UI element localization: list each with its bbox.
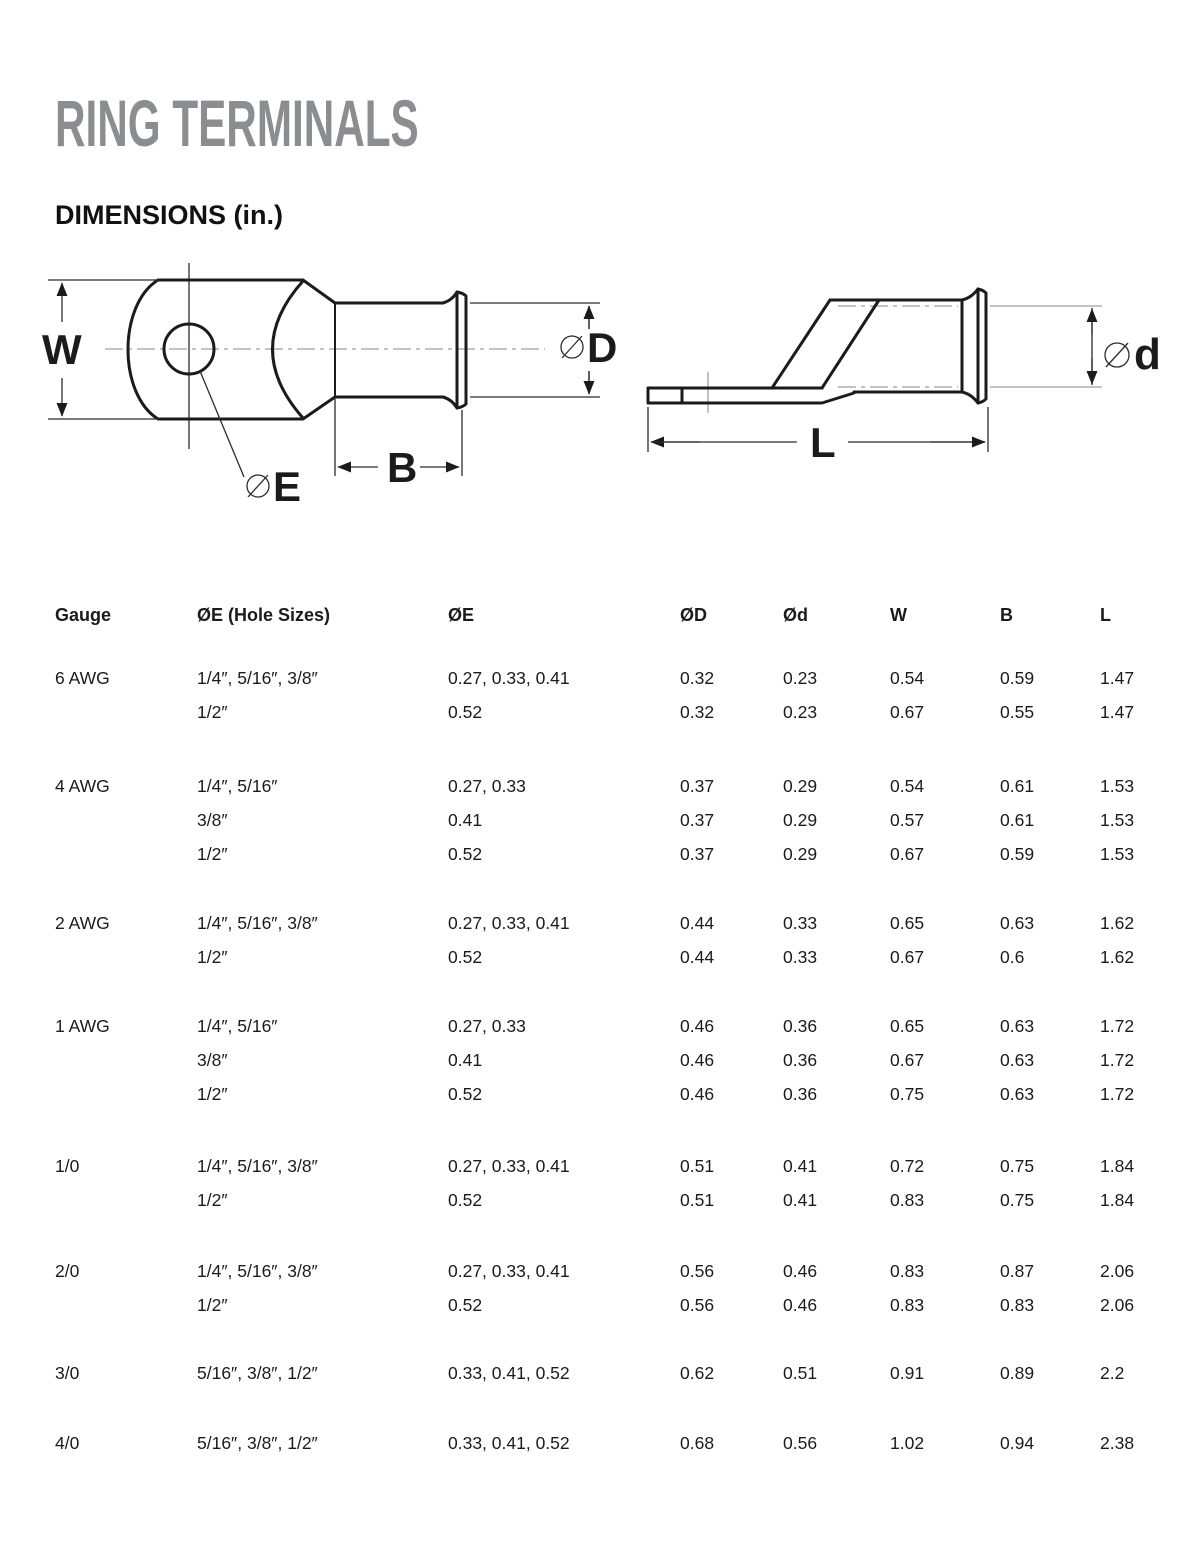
cell-gauge xyxy=(55,940,197,974)
cell-b: 0.55 xyxy=(1000,702,1035,722)
table-row xyxy=(55,695,1200,729)
cell-od-small: 0.51 xyxy=(783,1363,818,1383)
table-row xyxy=(55,837,1200,871)
flare-curves xyxy=(962,289,978,403)
cell-od: 0.44 xyxy=(680,947,715,967)
table-group-6awg xyxy=(55,661,1200,729)
od-extension-lines xyxy=(470,303,600,397)
cell-od: 0.44 xyxy=(680,913,715,933)
cell-gauge xyxy=(55,1288,197,1322)
cell-oe: 0.52 xyxy=(448,947,483,967)
cell-w: 0.54 xyxy=(890,668,925,688)
cell-l: 2.2 xyxy=(1100,1363,1125,1383)
cell-oe: 0.41 xyxy=(448,810,483,830)
cell-gauge: 6 AWG xyxy=(55,668,110,688)
page-title: RING TERMINALS xyxy=(55,86,419,160)
top-view-drawing xyxy=(42,263,617,510)
cell-oe: 0.52 xyxy=(448,702,483,722)
cell-b: 0.63 xyxy=(1000,1050,1035,1070)
cell-od: 0.62 xyxy=(680,1363,715,1383)
col-header-od: ØD xyxy=(680,605,707,625)
cell-hole-sizes: 1/2″ xyxy=(197,1084,228,1104)
cell-gauge xyxy=(55,803,197,837)
cell-od-small: 0.29 xyxy=(783,844,818,864)
od-dimension-label: D xyxy=(587,324,618,371)
cell-l: 2.06 xyxy=(1100,1261,1135,1281)
cell-l: 1.84 xyxy=(1100,1190,1135,1210)
cell-hole-sizes: 1/2″ xyxy=(197,702,228,722)
cell-od-small: 0.29 xyxy=(783,776,818,796)
col-header-l: L xyxy=(1100,605,1111,625)
cell-b: 0.59 xyxy=(1000,668,1035,688)
flare-lip xyxy=(457,292,466,408)
cell-od-small: 0.33 xyxy=(783,947,818,967)
cell-oe: 0.27, 0.33 xyxy=(448,1016,526,1036)
cell-od: 0.51 xyxy=(680,1156,715,1176)
cell-oe: 0.33, 0.41, 0.52 xyxy=(448,1433,570,1453)
cell-w: 0.57 xyxy=(890,810,925,830)
cell-l: 1.47 xyxy=(1100,668,1135,688)
cell-oe: 0.27, 0.33, 0.41 xyxy=(448,1156,570,1176)
table-group-3-0 xyxy=(55,1356,1200,1390)
cell-l: 2.06 xyxy=(1100,1295,1135,1315)
cell-hole-sizes: 1/4″, 5/16″ xyxy=(197,776,278,796)
cell-l: 1.62 xyxy=(1100,913,1135,933)
cell-od: 0.32 xyxy=(680,702,715,722)
table-row xyxy=(55,1183,1200,1217)
cell-l: 1.72 xyxy=(1100,1084,1135,1104)
cell-w: 0.83 xyxy=(890,1261,925,1281)
table-group-2awg xyxy=(55,906,1200,974)
cell-b: 0.63 xyxy=(1000,1016,1035,1036)
cell-od: 0.37 xyxy=(680,810,715,830)
cell-oe: 0.52 xyxy=(448,1295,483,1315)
cell-w: 0.75 xyxy=(890,1084,925,1104)
cell-oe: 0.27, 0.33, 0.41 xyxy=(448,913,570,933)
cell-l: 1.53 xyxy=(1100,844,1135,864)
cell-gauge: 1 AWG xyxy=(55,1016,110,1036)
cell-l: 1.62 xyxy=(1100,947,1135,967)
cell-l: 1.72 xyxy=(1100,1016,1135,1036)
bore-phantom-lines xyxy=(838,306,958,387)
cell-gauge: 4 AWG xyxy=(55,776,110,796)
cell-l: 2.38 xyxy=(1100,1433,1135,1453)
cell-gauge: 1/0 xyxy=(55,1156,80,1176)
cell-od: 0.56 xyxy=(680,1295,715,1315)
cell-oe: 0.41 xyxy=(448,1050,483,1070)
cell-od-small: 0.46 xyxy=(783,1261,818,1281)
table-row xyxy=(55,1043,1200,1077)
table-row xyxy=(55,906,1200,940)
cell-oe: 0.27, 0.33, 0.41 xyxy=(448,668,570,688)
cell-gauge: 2 AWG xyxy=(55,913,110,933)
cell-gauge: 2/0 xyxy=(55,1261,80,1281)
cell-od: 0.56 xyxy=(680,1261,715,1281)
cell-b: 0.61 xyxy=(1000,810,1035,830)
cell-b: 0.75 xyxy=(1000,1156,1035,1176)
cell-w: 0.67 xyxy=(890,1050,925,1070)
cell-hole-sizes: 3/8″ xyxy=(197,810,228,830)
col-header-oe: ØE xyxy=(448,605,475,625)
cell-od-small: 0.56 xyxy=(783,1433,818,1453)
diameter-symbol-icon xyxy=(561,336,583,358)
table-group-4awg xyxy=(55,769,1200,871)
section-title-dimensions: DIMENSIONS (in.) xyxy=(55,200,283,230)
neck-diagonals xyxy=(772,300,879,388)
cell-od: 0.46 xyxy=(680,1016,715,1036)
cell-oe: 0.52 xyxy=(448,1084,483,1104)
cell-b: 0.83 xyxy=(1000,1295,1035,1315)
cell-w: 0.91 xyxy=(890,1363,925,1383)
cell-oe: 0.52 xyxy=(448,1190,483,1210)
w-dimension-label: W xyxy=(42,326,82,373)
table-row xyxy=(55,1426,1200,1460)
table-row xyxy=(55,769,1200,803)
table-row xyxy=(55,1288,1200,1322)
cell-hole-sizes: 1/4″, 5/16″, 3/8″ xyxy=(197,913,318,933)
cell-od-small: 0.41 xyxy=(783,1190,818,1210)
cell-w: 0.72 xyxy=(890,1156,925,1176)
table-group-4-0 xyxy=(55,1426,1200,1460)
cell-od-small: 0.36 xyxy=(783,1084,818,1104)
cell-od-small: 0.36 xyxy=(783,1050,818,1070)
col-header-b: B xyxy=(1000,605,1013,625)
table-row xyxy=(55,803,1200,837)
cell-od: 0.46 xyxy=(680,1084,715,1104)
cell-hole-sizes: 1/4″, 5/16″ xyxy=(197,1016,278,1036)
cell-gauge xyxy=(55,1183,197,1217)
side-view-drawing xyxy=(648,289,1161,466)
cell-gauge xyxy=(55,1043,197,1077)
table-row xyxy=(55,1077,1200,1111)
cell-od-small: 0.36 xyxy=(783,1016,818,1036)
cell-b: 0.59 xyxy=(1000,844,1035,864)
cell-hole-sizes: 1/2″ xyxy=(197,947,228,967)
cell-b: 0.94 xyxy=(1000,1433,1035,1453)
cell-b: 0.89 xyxy=(1000,1363,1035,1383)
cell-l: 1.47 xyxy=(1100,702,1135,722)
cell-l: 1.53 xyxy=(1100,776,1135,796)
table-row xyxy=(55,1009,1200,1043)
cell-b: 0.6 xyxy=(1000,947,1025,967)
b-dimension-label: B xyxy=(387,444,418,491)
cell-hole-sizes: 3/8″ xyxy=(197,1050,228,1070)
cell-oe: 0.27, 0.33 xyxy=(448,776,526,796)
cell-hole-sizes: 1/2″ xyxy=(197,1295,228,1315)
cell-hole-sizes: 1/4″, 5/16″, 3/8″ xyxy=(197,1261,318,1281)
table-row xyxy=(55,661,1200,695)
table-row xyxy=(55,1254,1200,1288)
table-row xyxy=(55,1356,1200,1390)
col-header-gauge: Gauge xyxy=(55,605,112,625)
cell-w: 0.54 xyxy=(890,776,925,796)
cell-od: 0.37 xyxy=(680,776,715,796)
col-header-hole-sizes: ØE (Hole Sizes) xyxy=(197,605,331,625)
oe-leader-line xyxy=(200,371,244,477)
cell-l: 1.72 xyxy=(1100,1050,1135,1070)
cell-l: 1.53 xyxy=(1100,810,1135,830)
table-group-1awg xyxy=(55,1009,1200,1111)
cell-hole-sizes: 1/4″, 5/16″, 3/8″ xyxy=(197,1156,318,1176)
cell-gauge xyxy=(55,837,197,871)
cell-b: 0.87 xyxy=(1000,1261,1035,1281)
cell-w: 0.83 xyxy=(890,1295,925,1315)
cell-od: 0.37 xyxy=(680,844,715,864)
cell-b: 0.75 xyxy=(1000,1190,1035,1210)
cell-hole-sizes: 1/2″ xyxy=(197,844,228,864)
cell-gauge: 3/0 xyxy=(55,1363,80,1383)
cell-hole-sizes: 5/16″, 3/8″, 1/2″ xyxy=(197,1433,318,1453)
barrel-lines xyxy=(335,303,443,397)
cell-w: 0.83 xyxy=(890,1190,925,1210)
cell-w: 0.67 xyxy=(890,844,925,864)
col-header-od-small: Ød xyxy=(783,605,808,625)
table-row xyxy=(55,1149,1200,1183)
cell-od-small: 0.41 xyxy=(783,1156,818,1176)
diameter-symbol-icon xyxy=(247,475,269,497)
cell-w: 0.67 xyxy=(890,947,925,967)
cell-od-small: 0.46 xyxy=(783,1295,818,1315)
diameter-symbol-icon xyxy=(1105,343,1129,367)
cell-b: 0.61 xyxy=(1000,776,1035,796)
cell-od-small: 0.29 xyxy=(783,810,818,830)
cell-b: 0.63 xyxy=(1000,913,1035,933)
cell-hole-sizes: 1/2″ xyxy=(197,1190,228,1210)
table-group-1-0 xyxy=(55,1149,1200,1217)
cell-oe: 0.52 xyxy=(448,844,483,864)
cell-oe: 0.33, 0.41, 0.52 xyxy=(448,1363,570,1383)
cell-od: 0.68 xyxy=(680,1433,715,1453)
cell-od-small: 0.23 xyxy=(783,668,818,688)
cell-gauge xyxy=(55,1077,197,1111)
cell-b: 0.63 xyxy=(1000,1084,1035,1104)
cell-od: 0.51 xyxy=(680,1190,715,1210)
cell-gauge: 4/0 xyxy=(55,1433,80,1453)
flare-curves xyxy=(443,292,457,408)
cell-gauge xyxy=(55,695,197,729)
l-dimension-label: L xyxy=(810,419,836,466)
cell-od: 0.32 xyxy=(680,668,715,688)
table-header-row xyxy=(55,598,1200,632)
table-row xyxy=(55,940,1200,974)
tongue-outline xyxy=(648,388,854,403)
cell-w: 0.65 xyxy=(890,913,925,933)
oe-dimension-label: E xyxy=(273,463,302,510)
ring-terminal-drawings xyxy=(0,250,1200,560)
cell-w: 0.67 xyxy=(890,702,925,722)
d-extension-lines xyxy=(990,306,1102,387)
flare-lip xyxy=(978,289,986,403)
cell-w: 1.02 xyxy=(890,1433,925,1453)
cell-l: 1.84 xyxy=(1100,1156,1135,1176)
cell-hole-sizes: 5/16″, 3/8″, 1/2″ xyxy=(197,1363,318,1383)
cell-od: 0.46 xyxy=(680,1050,715,1070)
cell-oe: 0.27, 0.33, 0.41 xyxy=(448,1261,570,1281)
table-group-2-0 xyxy=(55,1254,1200,1322)
col-header-w: W xyxy=(890,605,907,625)
d-dimension-label: d xyxy=(1134,330,1161,379)
cell-od-small: 0.23 xyxy=(783,702,818,722)
cell-od-small: 0.33 xyxy=(783,913,818,933)
cell-w: 0.65 xyxy=(890,1016,925,1036)
cell-hole-sizes: 1/4″, 5/16″, 3/8″ xyxy=(197,668,318,688)
